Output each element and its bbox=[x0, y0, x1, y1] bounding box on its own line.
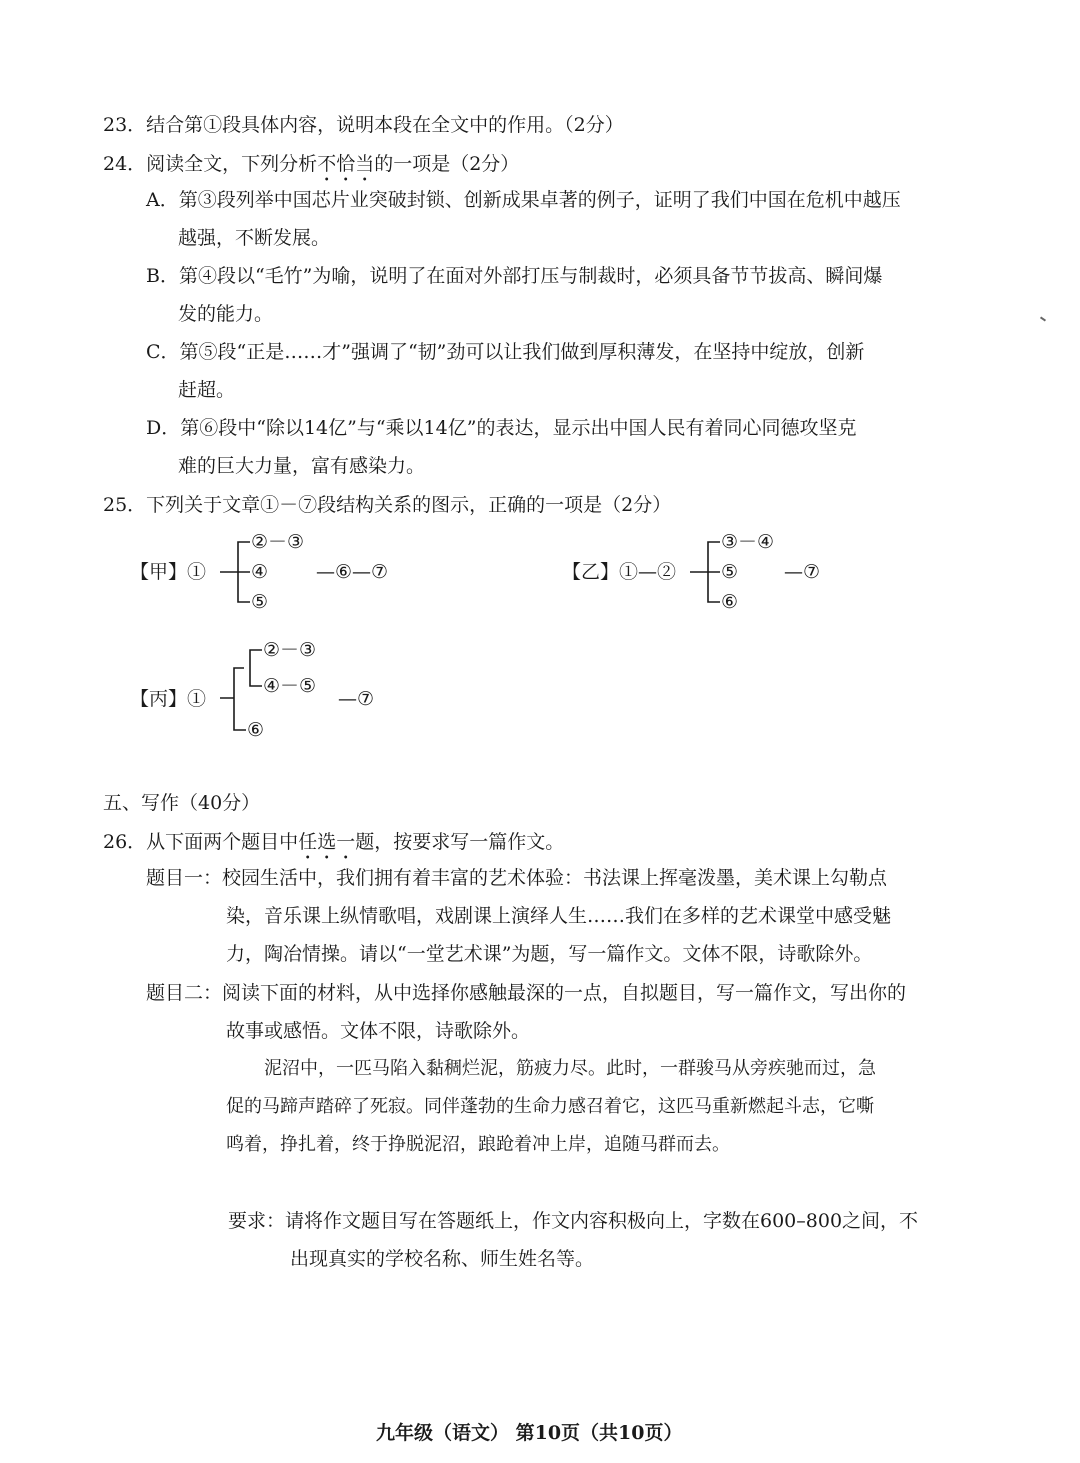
material-line-1: 泥沼中，一匹马陷入黏稠烂泥，筋疲力尽。此时，一群骏马从旁疾驰而过，急 bbox=[264, 1058, 876, 1079]
diagram-bing-label: 【丙】① bbox=[130, 688, 207, 710]
question-26-suffix: 题，按要求写一篇作文。 bbox=[355, 831, 565, 853]
diagram-jia-branch-3: ⑤ bbox=[251, 591, 269, 613]
option-a-line-1: A．第③段列举中国芯片业突破封锁、创新成果卓著的例子，证明了我们中国在危机中越压 bbox=[146, 189, 901, 211]
option-a-line-2: 越强，不断发展。 bbox=[178, 227, 331, 249]
scan-mark bbox=[1040, 316, 1046, 321]
diagram-jia-branch-2: ④ bbox=[251, 561, 269, 583]
question-23: 23．结合第①段具体内容，说明本段在全文中的作用。（2分） bbox=[103, 114, 624, 136]
diagram-yi-label: 【乙】①—② bbox=[562, 561, 677, 583]
section-5-heading: 五、写作（40分） bbox=[103, 792, 261, 814]
page-footer: 九年级（语文） 第10页（共10页） bbox=[376, 1422, 683, 1444]
diagram-jia-branch-1: ②－③ bbox=[251, 531, 305, 553]
diagram-bing-branch-1: ②－③ bbox=[263, 639, 317, 661]
diagram-yi-branch-1: ③－④ bbox=[721, 531, 775, 553]
diagram-yi-branch-2: ⑤ bbox=[721, 561, 739, 583]
diagram-bing bbox=[130, 638, 430, 748]
option-d-line-2: 难的巨大力量，富有感染力。 bbox=[178, 455, 426, 477]
question-26-stem bbox=[103, 831, 564, 864]
option-b-line-2: 发的能力。 bbox=[178, 303, 274, 325]
question-25-stem: 25．下列关于文章①－⑦段结构关系的图示，正确的一项是（2分） bbox=[103, 494, 672, 516]
option-c-line-1: C．第⑤段“正是……才”强调了“韧”劲可以让我们做到厚积薄发，在坚持中绽放，创新 bbox=[146, 341, 865, 363]
diagram-bing-tail: —⑦ bbox=[338, 688, 375, 710]
requirement-line-2: 出现真实的学校名称、师生姓名等。 bbox=[290, 1248, 595, 1270]
diagram-yi-branch-3: ⑥ bbox=[721, 591, 739, 613]
topic-1-line-3: 力，陶冶情操。请以“一堂艺术课”为题，写一篇作文。文体不限，诗歌除外。 bbox=[226, 943, 873, 965]
topic-1-line-1: 题目一：校园生活中，我们拥有着丰富的艺术体验：书法课上挥毫泼墨，美术课上勾勒点 bbox=[146, 867, 888, 889]
diagram-yi-tail: —⑦ bbox=[784, 561, 821, 583]
diagram-yi bbox=[562, 532, 862, 612]
diagram-bing-branch-3: ⑥ bbox=[247, 719, 265, 741]
option-c-line-2: 赶超。 bbox=[178, 379, 236, 401]
question-24-emphasis: 不恰当 bbox=[317, 153, 375, 175]
topic-2-line-1: 题目二：阅读下面的材料，从中选择你感触最深的一点，自拟题目，写一篇作文，写出你的 bbox=[146, 982, 907, 1004]
option-d-line-1: D．第⑥段中“除以14亿”与“乘以14亿”的表达，显示出中国人民有着同心同德攻坚克 bbox=[146, 417, 857, 439]
question-24-suffix: 的一项是（2分） bbox=[374, 153, 520, 175]
material-line-3: 鸣着，挣扎着，终于挣脱泥沼，踉跄着冲上岸，追随马群而去。 bbox=[226, 1134, 730, 1155]
question-26-emphasis: 任选一 bbox=[298, 831, 356, 853]
option-b-line-1: B．第④段以“毛竹”为喻，说明了在面对外部打压与制裁时，必须具备节节拔高、瞬间爆 bbox=[146, 265, 883, 287]
question-24-prefix: 24．阅读全文，下列分析 bbox=[103, 153, 318, 175]
topic-2-line-2: 故事或感悟。文体不限，诗歌除外。 bbox=[226, 1020, 531, 1042]
diagram-bing-branch-2: ④－⑤ bbox=[263, 675, 317, 697]
requirement-line-1: 要求：请将作文题目写在答题纸上，作文内容积极向上，字数在600–800之间，不 bbox=[228, 1210, 919, 1232]
diagram-jia bbox=[130, 532, 430, 612]
diagram-jia-tail: —⑥—⑦ bbox=[316, 561, 389, 583]
question-24-stem bbox=[103, 153, 519, 186]
question-26-prefix: 26．从下面两个题目中 bbox=[103, 831, 299, 853]
material-line-2: 促的马蹄声踏碎了死寂。同伴蓬勃的生命力感召着它，这匹马重新燃起斗志，它嘶 bbox=[226, 1096, 874, 1117]
diagram-jia-label: 【甲】① bbox=[130, 561, 207, 583]
topic-1-line-2: 染，音乐课上纵情歌唱，戏剧课上演绎人生……我们在多样的艺术课堂中感受魅 bbox=[226, 905, 892, 927]
